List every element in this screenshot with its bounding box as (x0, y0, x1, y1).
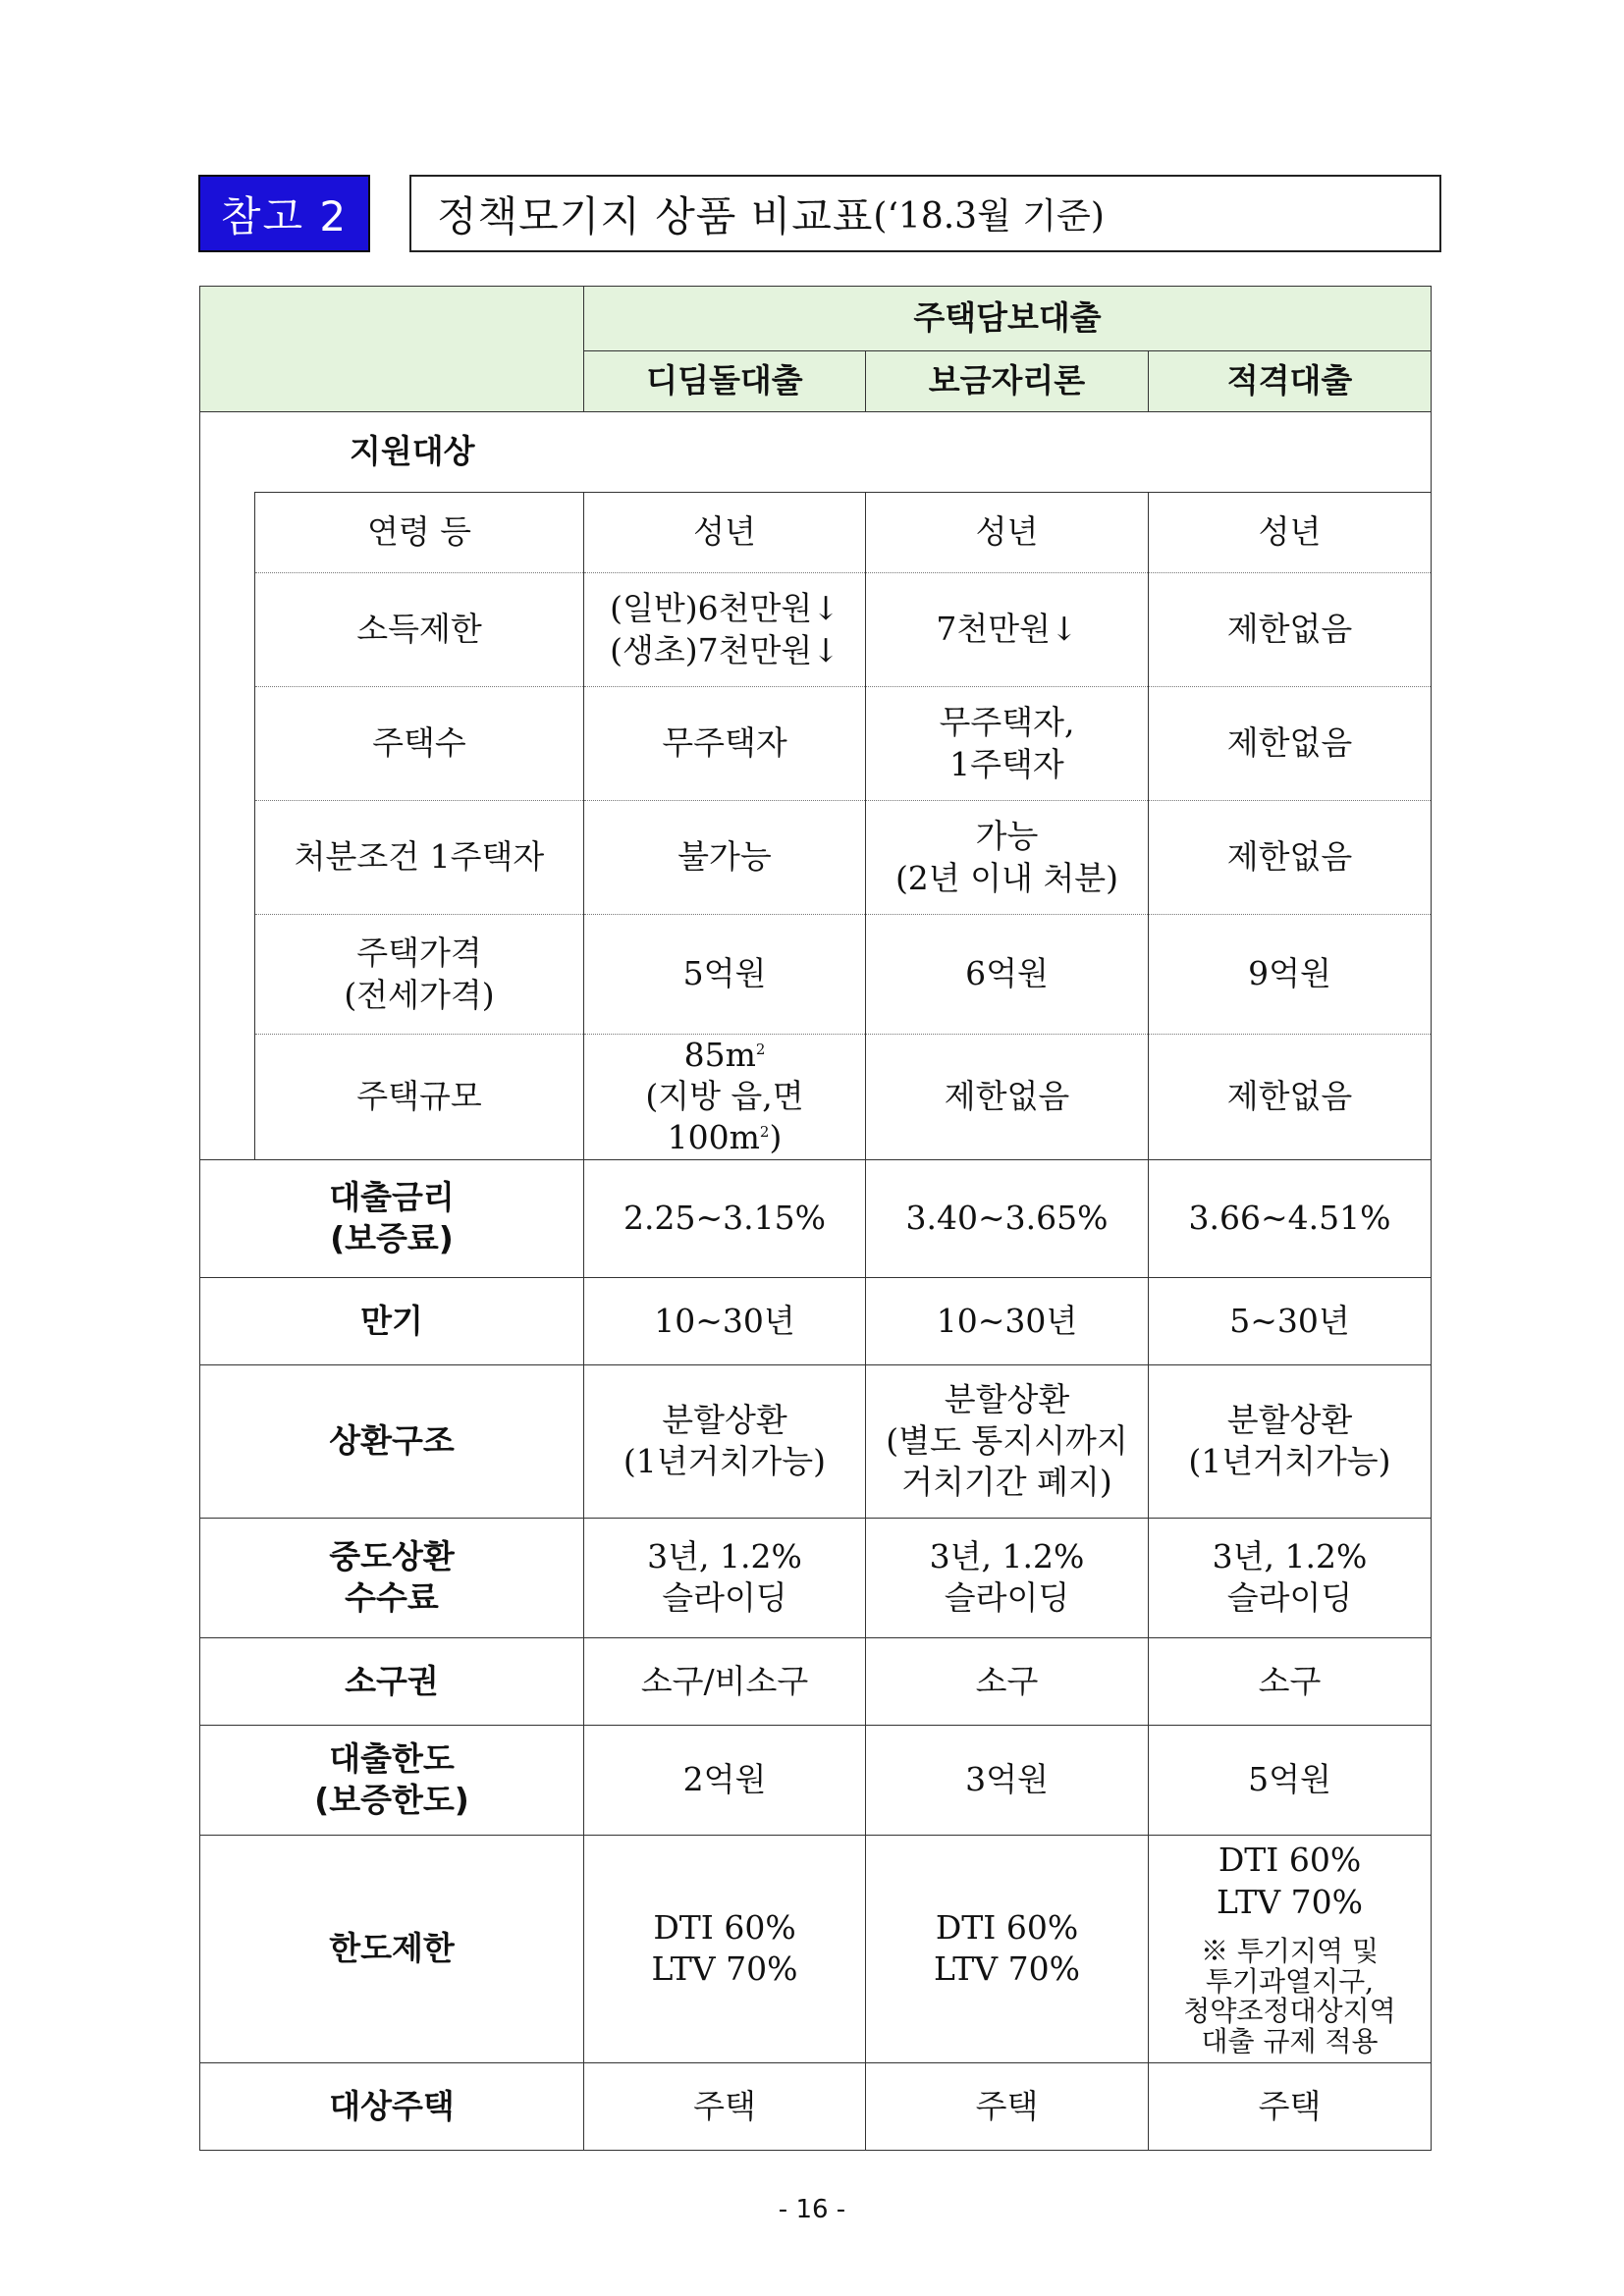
cell-value: 분할상환 (별도 통지시까지 거치기간 폐지) (866, 1364, 1149, 1518)
size-close: ) (769, 1118, 783, 1157)
size-main: 85m (683, 1036, 756, 1074)
table-row (200, 1518, 1432, 1637)
row-label: 처분조건 1주택자 (255, 801, 584, 915)
row-label: 상환구조 (200, 1364, 584, 1518)
cell-value: 제한없음 (1149, 573, 1432, 687)
cell-value: 성년 (1149, 493, 1432, 573)
cell-value-with-note (1149, 1835, 1432, 2062)
indent-cell (200, 1035, 255, 1160)
table-row (200, 1364, 1432, 1518)
row-label: 소득제한 (255, 573, 584, 687)
cell-value: 성년 (866, 493, 1149, 573)
page-title (409, 175, 1441, 252)
cell-value: 소구 (1149, 1637, 1432, 1725)
cell-value: 무주택자, 1주택자 (866, 687, 1149, 801)
row-label: 만기 (200, 1277, 584, 1364)
row-label: 소구권 (200, 1637, 584, 1725)
cell-value: 주택 (584, 2062, 866, 2150)
limit-values: DTI 60% LTV 70% (1217, 1841, 1363, 1921)
table-row (200, 687, 1432, 801)
cell-value: 3.66~4.51% (1149, 1159, 1432, 1277)
cell-value: 6억원 (866, 915, 1149, 1035)
cell-value: 제한없음 (866, 1035, 1149, 1160)
group-header: 주택담보대출 (584, 287, 1432, 351)
comparison-table (199, 286, 1432, 2151)
table-row (200, 915, 1432, 1035)
cell-value: 주택 (866, 2062, 1149, 2150)
cell-value: 제한없음 (1149, 801, 1432, 915)
size-superscript: 2 (755, 1041, 766, 1058)
cell-value: 7천만원↓ (866, 573, 1149, 687)
cell-value: 2억원 (584, 1725, 866, 1835)
regulation-note: ※ 투기지역 및 투기과열지구, 청약조정대상지역 대출 규제 적용 (1183, 1934, 1396, 2058)
table-row (200, 1835, 1432, 2062)
cell-value: 소구 (866, 1637, 1149, 1725)
indent-cell (200, 801, 255, 915)
cell-value: 3년, 1.2% 슬라이딩 (866, 1518, 1149, 1637)
indent-cell (200, 493, 255, 573)
cell-value: 3년, 1.2% 슬라이딩 (1149, 1518, 1432, 1637)
cell-value: 10~30년 (866, 1277, 1149, 1364)
cell-value: 5~30년 (1149, 1277, 1432, 1364)
row-label: 대출금리 (보증료) (200, 1159, 584, 1277)
corner-header (200, 287, 584, 412)
cell-value: DTI 60% LTV 70% (866, 1835, 1149, 2062)
title-main: 정책모기지 상품 비교표 (437, 191, 874, 240)
table-row (200, 1725, 1432, 1835)
cell-value: 제한없음 (1149, 1035, 1432, 1160)
cell-value: 소구/비소구 (584, 1637, 866, 1725)
cell-value: 불가능 (584, 801, 866, 915)
title-date-suffix: (‘18.3월 기준) (873, 196, 1105, 237)
cell-value: 9억원 (1149, 915, 1432, 1035)
cell-value: 분할상환 (1년거치가능) (584, 1364, 866, 1518)
indent-cell (200, 915, 255, 1035)
cell-value: 무주택자 (584, 687, 866, 801)
cell-value: DTI 60% LTV 70% (584, 1835, 866, 2062)
product-header: 디딤돌대출 (584, 351, 866, 412)
cell-value: 성년 (584, 493, 866, 573)
indent-cell (200, 687, 255, 801)
table-row (200, 2062, 1432, 2150)
row-label: 연령 등 (255, 493, 584, 573)
section-label-eligibility: 지원대상 (200, 412, 1432, 493)
size-local-superscript: 2 (759, 1123, 770, 1142)
table-row (200, 801, 1432, 915)
reference-badge: 참고 2 (198, 175, 370, 252)
cell-value: 3억원 (866, 1725, 1149, 1835)
row-label: 주택가격 (전세가격) (255, 915, 584, 1035)
cell-value: 3.40~3.65% (866, 1159, 1149, 1277)
page-number: - 16 - (778, 2195, 846, 2224)
table-row (200, 493, 1432, 573)
product-header: 적격대출 (1149, 351, 1432, 412)
row-label: 중도상환 수수료 (200, 1518, 584, 1637)
row-label: 대상주택 (200, 2062, 584, 2150)
row-label: 대출한도 (보증한도) (200, 1725, 584, 1835)
row-label: 주택규모 (255, 1035, 584, 1160)
table-row (200, 1159, 1432, 1277)
cell-value-housing-size (584, 1035, 866, 1160)
cell-value: 5억원 (1149, 1725, 1432, 1835)
table-row (200, 1277, 1432, 1364)
cell-value: 10~30년 (584, 1277, 866, 1364)
cell-value: 5억원 (584, 915, 866, 1035)
table-row (200, 573, 1432, 687)
cell-value: 가능 (2년 이내 처분) (866, 801, 1149, 915)
indent-cell (200, 573, 255, 687)
table-row (200, 1637, 1432, 1725)
cell-value: 3년, 1.2% 슬라이딩 (584, 1518, 866, 1637)
row-label: 주택수 (255, 687, 584, 801)
cell-value: 2.25~3.15% (584, 1159, 866, 1277)
size-local: (지방 읍,면 100m (645, 1077, 804, 1157)
table-row (200, 1035, 1432, 1160)
cell-value: 분할상환 (1년거치가능) (1149, 1364, 1432, 1518)
row-label: 한도제한 (200, 1835, 584, 2062)
cell-value: 제한없음 (1149, 687, 1432, 801)
product-header: 보금자리론 (866, 351, 1149, 412)
cell-value: (일반)6천만원↓ (생초)7천만원↓ (584, 573, 866, 687)
cell-value: 주택 (1149, 2062, 1432, 2150)
